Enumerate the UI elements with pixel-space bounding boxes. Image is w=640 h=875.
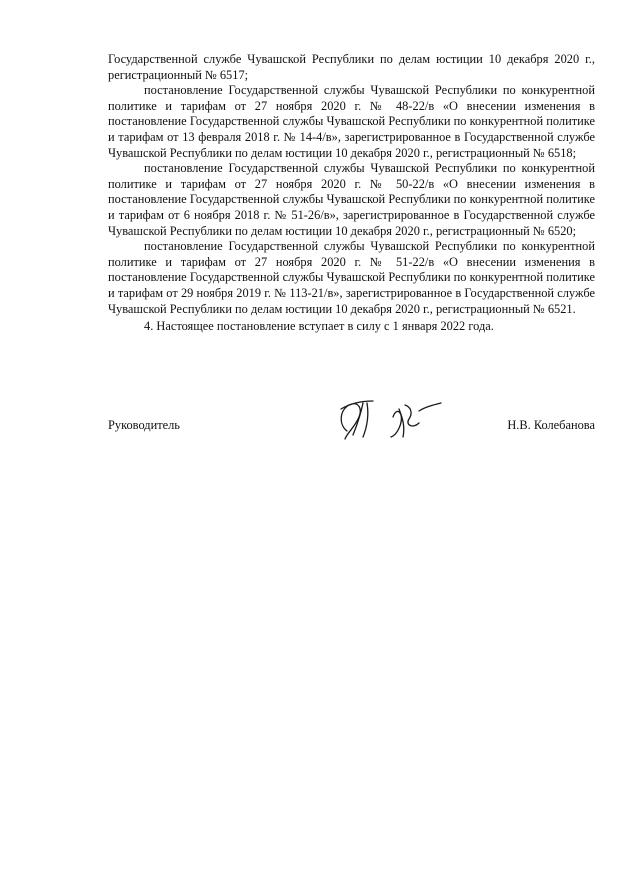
clause-4-effective-date: 4. Настоящее постановление вступает в силу с 1 января 2022 года.	[144, 319, 494, 334]
signer-position-title: Руководитель	[108, 418, 180, 432]
signer-name: Н.В. Колебанова	[507, 418, 595, 432]
paragraph-registration-6517: Государственной службе Чувашской Республики по делам юстиции 10 декабря 2020 г., регистрационный № 6517;	[108, 52, 595, 82]
document-body	[108, 52, 595, 335]
paragraph-decree-50-22: постановление Государственной службы Чувашской Республики по конкурентной политике и тарифам от 27 ноября 2020 г. № 50-22/в «О внесении изменения в постановление Государственной службы Чувашской Республики по конкурентной политике и тарифам от 6 ноября 2018 г. № 51-26/в», зарегистрированное в Государственной службе Чувашской Республики по делам юстиции 10 декабря 2020 г., регистрационный № 6520;	[108, 161, 595, 238]
signature-row	[108, 416, 595, 436]
paragraph-decree-51-22: постановление Государственной службы Чувашской Республики по конкурентной политике и тарифам от 27 ноября 2020 г. № 51-22/в «О внесении изменения в постановление Государственной службы Чувашской Республики по конкурентной политике и тарифам от 29 ноября 2019 г. № 113-21/в», зарегистрированное в Государственной службе Чувашской Республики по делам юстиции 10 декабря 2020 г., регистрационный № 6521.	[108, 239, 595, 316]
paragraph-decree-48-22: постановление Государственной службы Чувашской Республики по конкурентной политике и тарифам от 27 ноября 2020 г. № 48-22/в «О внесении изменения в постановление Государственной службы Чувашской Республики по конкурентной политике и тарифам от 13 февраля 2018 г. № 14-4/в», зарегистрированное в Государственной службе Чувашской Республики по делам юстиции 10 декабря 2020 г., регистрационный № 6518;	[108, 83, 595, 160]
